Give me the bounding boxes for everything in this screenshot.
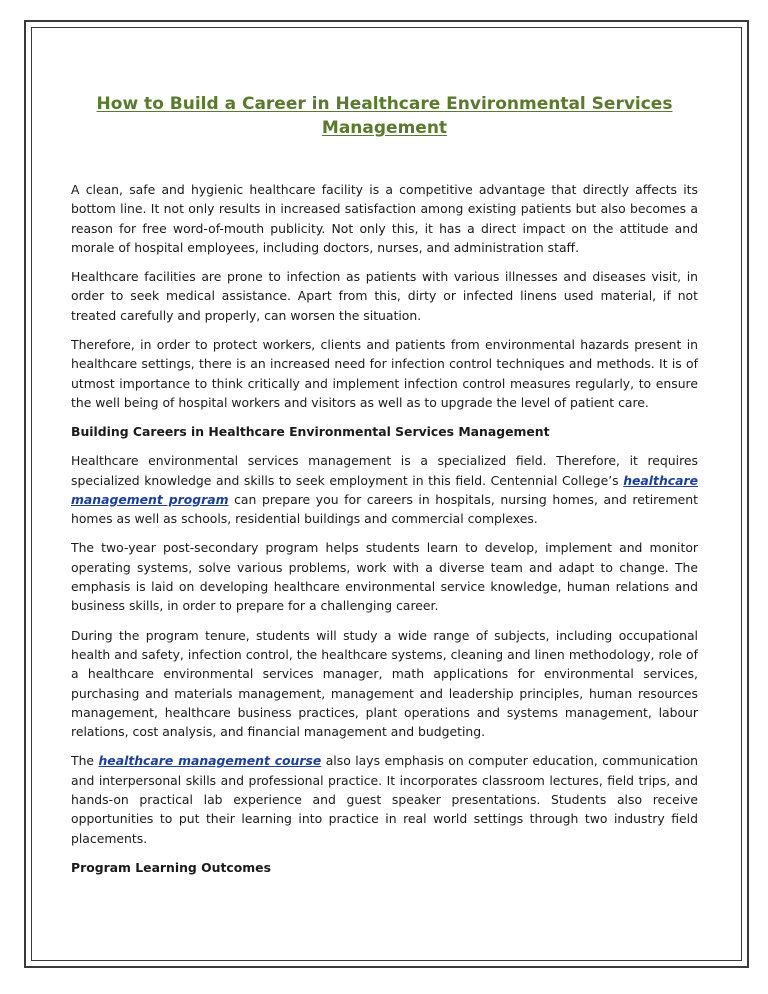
paragraph-two-year-program: The two-year post-secondary program helps students learn to develop, implement and monitor operating systems, solve various problems, work with a diverse team and adapt to change. The emphasis is laid on developing healthcare environmental service knowledge, human relations and business skills, in order to prepare for a challenging career. [71,540,698,614]
document-body [71,92,698,887]
paragraph-protection: Therefore, in order to protect workers, clients and patients from environmental hazards present in healthcare settings, there is an increased need for infection control techniques and methods. It is of utmost importance to think critically and implement infection control measures regularly, to ensure the well being of hospital workers and visitors as well as to upgrade the level of patient care. [71,337,698,410]
paragraph-text: Healthcare environmental services management is a specialized field. Therefore, it requires specialized knowledge and skills to seek employment in this field. Centennial College’s [71,453,698,488]
document-title: How to Build a Career in Healthcare Environmental Services Management [96,94,673,138]
healthcare-management-course-link[interactable]: healthcare management course [98,753,322,769]
paragraph-intro: A clean, safe and hygienic healthcare facility is a competitive advantage that directly affects its bottom line. It not only results in increased satisfaction among existing patients but also becomes a reason for free word-of-mouth publicity. Not only this, it has a direct impact on the attitude and morale of hospital employees, including doctors, nurses, and administration staff. [71,182,698,255]
paragraph-subjects: During the program tenure, students will study a wide range of subjects, including occupational health and safety, infection control, the healthcare systems, cleaning and linen methodology, role of a healthcare environmental services manager, math applications for environmental services, purchasing and materials management, management and leadership principles, human resources management, healthcare business practices, plant operations and systems management, labour relations, cost analysis, and financial management and budgeting. [71,627,698,740]
paragraph-text: also lays emphasis on computer education, communication and interpersonal skills and professional practice. It incorporates classroom lectures, field trips, and hands-on practical lab experience and guest speaker presentations. Students also receive opportunities to put their learning into practice in real world settings through two industry field placements. [71,753,698,846]
paragraph-infection: Healthcare facilities are prone to infection as patients with various illnesses and diseases visit, in order to seek medical assistance. Apart from this, dirty or infected linens used material, if not treated carefully and properly, can worsen the situation. [71,269,698,323]
paragraph-text: can prepare you for careers in hospitals, nursing homes, and retirement homes as well as schools, residential buildings and commercial complexes. [71,491,698,527]
paragraph-course [71,751,698,847]
healthcare-management-program-link[interactable]: healthcare management program [71,472,698,507]
paragraph-text: The [71,753,99,769]
section-heading-building-careers: Building Careers in Healthcare Environmental Services Management [71,424,550,440]
paragraph-program-intro [71,451,698,528]
section-heading-learning-outcomes: Program Learning Outcomes [71,859,271,875]
